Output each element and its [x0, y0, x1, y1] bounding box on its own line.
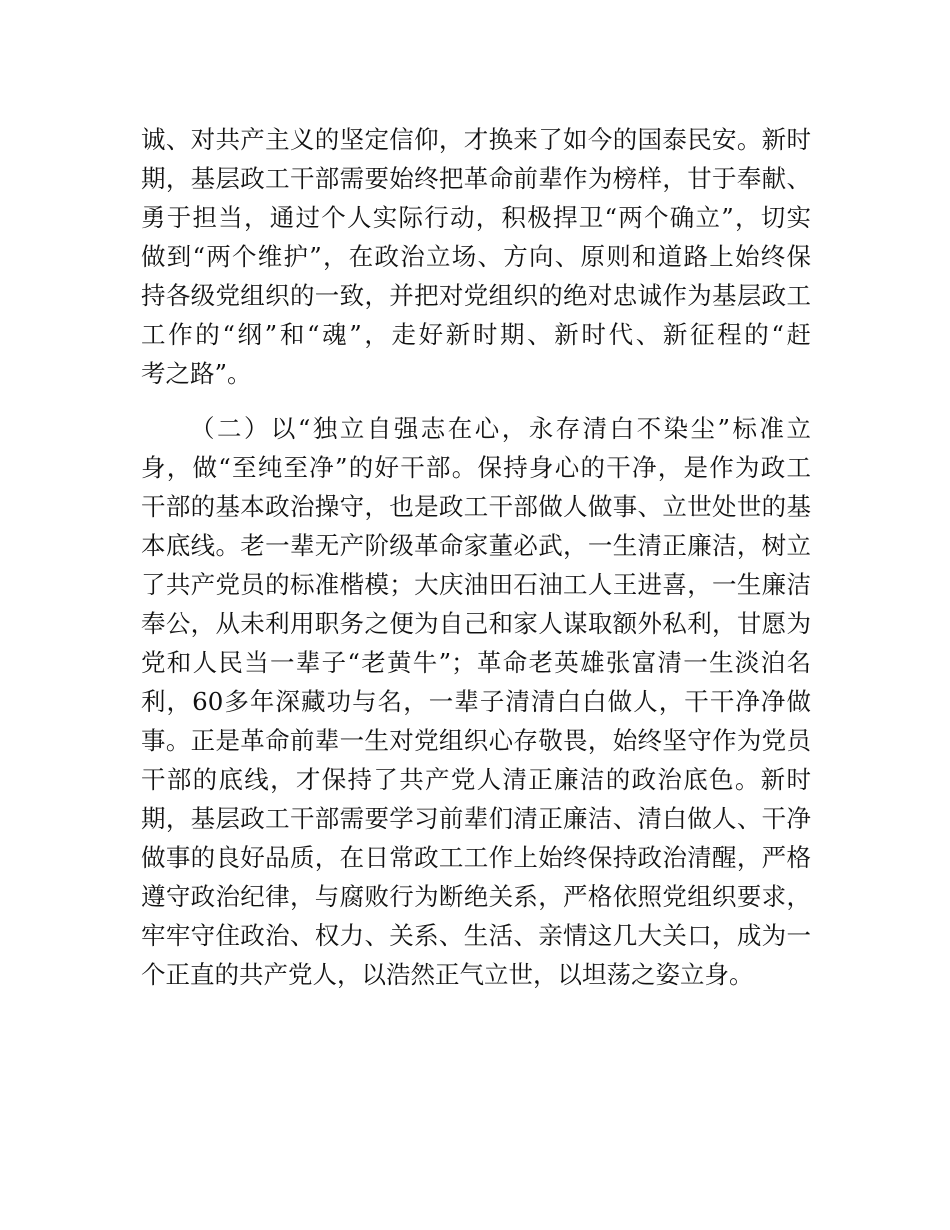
text-line: 期，基层政工干部需要学习前辈们清正廉洁、清白做人、干净 [141, 804, 811, 833]
text-line: 期，基层政工干部需要始终把革命前辈作为榜样，甘于奉献、 [141, 164, 811, 193]
text-line: 考之路”。 [141, 359, 252, 388]
text-line: 奉公，从未利用职务之便为自己和家人谋取额外私利，甘愿为 [141, 609, 811, 638]
text-line: 了共产党员的标准楷模；大庆油田石油工人王进喜，一生廉洁 [141, 570, 811, 599]
text-line: 持各级党组织的一致，并把对党组织的绝对忠诚作为基层政工 [141, 281, 811, 310]
text-line: 勇于担当，通过个人实际行动，积极捍卫“两个确立”，切实 [141, 203, 811, 232]
text-line: 事。正是革命前辈一生对党组织心存敬畏，始终坚守作为党员 [141, 726, 811, 755]
text-line: 遵守政治纪律，与腐败行为断绝关系，严格依照党组织要求， [141, 882, 811, 911]
text-line: 做事的良好品质，在日常政工工作上始终保持政治清醒，严格 [141, 843, 811, 872]
text-line: 本底线。老一辈无产阶级革命家董必武，一生清正廉洁，树立 [141, 531, 811, 560]
text-line: 身，做“至纯至净”的好干部。保持身心的干净，是作为政工 [141, 453, 811, 482]
paragraph-spacer [141, 393, 811, 409]
text-line: 做到“两个维护”，在政治立场、方向、原则和道路上始终保 [141, 242, 811, 271]
text-line: 工作的“纲”和“魂”，走好新时期、新时代、新征程的“赶 [141, 320, 811, 349]
text-line: 个正直的共产党人，以浩然正气立世，以坦荡之姿立身。 [141, 960, 754, 989]
text-line: 诚、对共产主义的坚定信仰，才换来了如今的国泰民安。新时 [141, 125, 811, 154]
text-line: 干部的基本政治操守，也是政工干部做人做事、立世处世的基 [141, 492, 811, 521]
text-line: 牢牢守住政治、权力、关系、生活、亲情这几大关口，成为一 [141, 921, 811, 950]
body-text [141, 120, 811, 994]
section-heading-line: （二）以“独立自强志在心，永存清白不染尘”标准立 [190, 414, 811, 443]
text-line: 干部的底线，才保持了共产党人清正廉洁的政治底色。新时 [141, 765, 811, 794]
paragraph-section-two [141, 409, 811, 994]
text-line: 利，60多年深藏功与名，一辈子清清白白做人，干干净净做 [141, 687, 811, 716]
text-line: 党和人民当一辈子“老黄牛”；革命老英雄张富清一生淡泊名 [141, 648, 811, 677]
paragraph-loyalty-conclusion [141, 120, 811, 393]
